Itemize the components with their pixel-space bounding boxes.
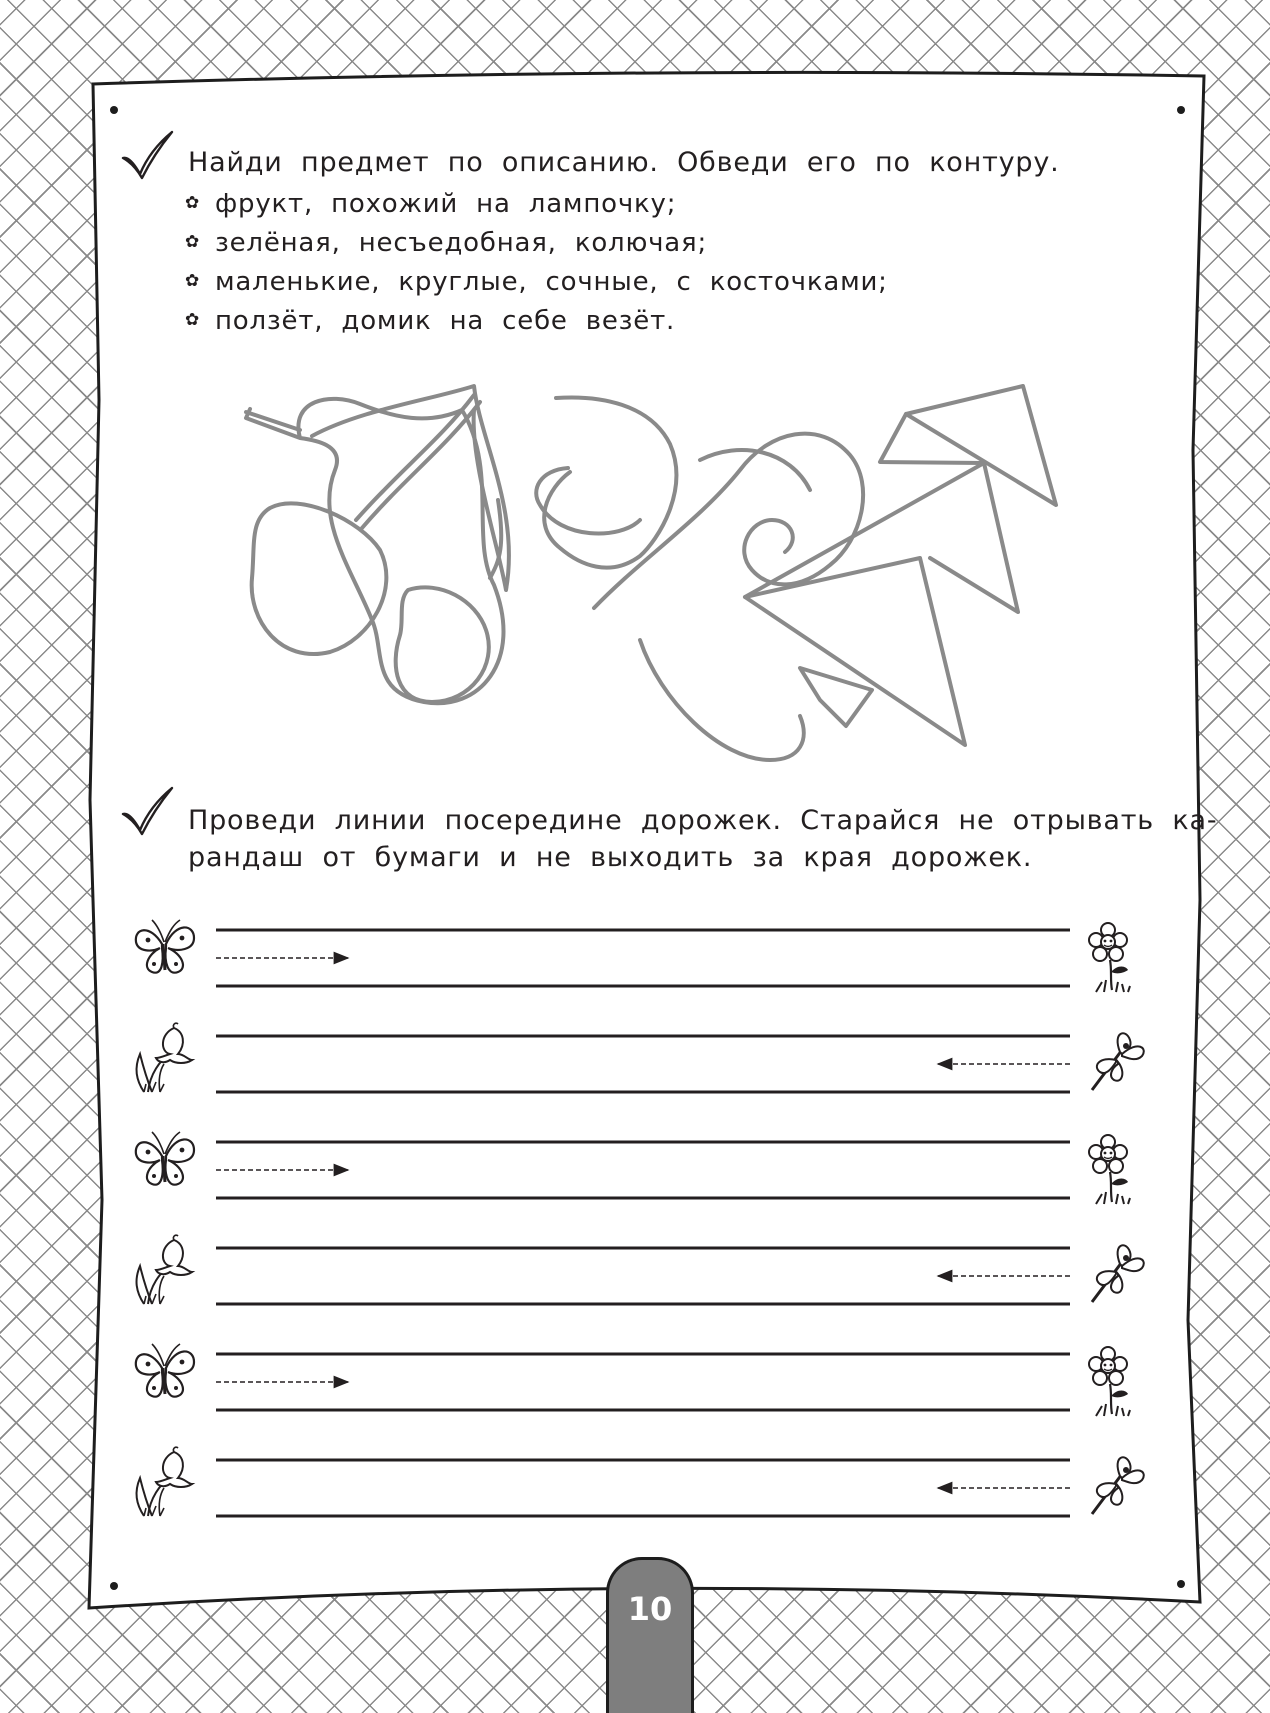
track-row [137,1447,1144,1516]
butterfly-icon [136,920,194,973]
flower-bullet-icon: ✿ [185,193,201,213]
list-item: ✿ маленькие, круглые, сочные, с косточками; [185,266,888,297]
flower-bullet-icon: ✿ [185,310,201,330]
dragonfly-icon [1092,1033,1144,1090]
track-row [137,1235,1144,1304]
flower-bullet-icon: ✿ [185,232,201,252]
butterfly-icon [136,1132,194,1185]
list-item: ✿ ползёт, домик на себе везёт. [185,305,676,336]
list-item: ✿ фрукт, похожий на лампочку; [185,188,677,219]
track-row [136,920,1130,992]
bellflower-icon [137,1023,192,1092]
task1-instruction: Найди предмет по описанию. Обведи его по контуру. [188,147,1060,178]
flower-icon [1089,1347,1130,1416]
track-row [136,1344,1130,1416]
track-row [136,1132,1130,1204]
bellflower-icon [137,1235,192,1304]
page-number: 10 [606,1557,694,1713]
dragonfly-icon [1092,1457,1144,1514]
flower-icon [1089,1135,1130,1204]
list-item: ✿ зелёная, несъедобная, колючая; [185,227,708,258]
task2-instruction-line1: Проведи линии посередине дорожек. Старайся не отрывать ка- [188,805,1218,836]
dragonfly-icon [1092,1245,1144,1302]
flower-icon [1089,923,1130,992]
bellflower-icon [137,1447,192,1516]
butterfly-icon [136,1344,194,1397]
task2-instruction-line2: рандаш от бумаги и не выходить за края дорожек. [188,842,1033,873]
flower-bullet-icon: ✿ [185,271,201,291]
track-row [137,1023,1144,1092]
